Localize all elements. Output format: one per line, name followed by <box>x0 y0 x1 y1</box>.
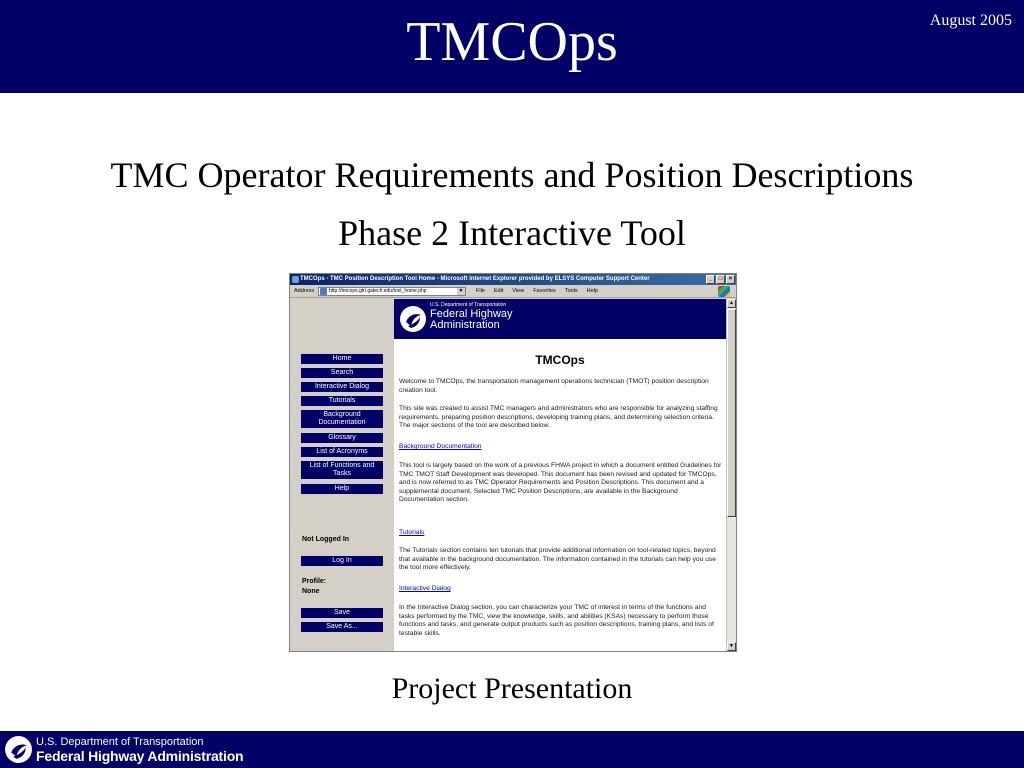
nav-list-of-acronyms[interactable]: List of Acronyms <box>301 447 383 457</box>
header-dept: U.S. Department of Transportation <box>430 302 507 308</box>
nav-background-documentation[interactable]: Background Documentation <box>301 410 383 428</box>
save-as-button[interactable]: Save As... <box>301 622 383 632</box>
link-interactive-dialog[interactable]: Interactive Dialog <box>399 585 451 592</box>
nav-search[interactable]: Search <box>301 368 383 378</box>
dot-logo-icon <box>399 305 427 333</box>
nav-list-of-functions[interactable]: List of Functions and Tasks <box>301 461 383 479</box>
left-nav <box>290 299 394 651</box>
menu-help[interactable]: Help <box>586 288 598 294</box>
intro-text: Welcome to TMCOps, the transportation management operations technician (TMOT) position description creation tool. <box>399 378 709 394</box>
slide-subtitle: TMC Operator Requirements and Position Descriptions <box>110 155 914 195</box>
slide-title: TMCOps <box>406 11 618 73</box>
save-button[interactable]: Save <box>301 608 383 618</box>
footer-agency: Federal Highway Administration <box>36 748 244 764</box>
minimize-button[interactable]: _ <box>706 275 715 284</box>
slide-caption: Project Presentation <box>391 672 633 705</box>
scroll-up-icon[interactable]: ▲ <box>727 299 736 308</box>
slide-header <box>0 0 1024 93</box>
menu-edit[interactable]: Edit <box>493 288 504 294</box>
header-agency-1: Federal Highway <box>430 308 513 320</box>
browser-screenshot <box>289 273 737 652</box>
menu-bar <box>476 285 598 298</box>
menu-favorites[interactable]: Favorites <box>533 288 556 294</box>
windows-flag-icon <box>718 286 730 297</box>
slide-date: August 2005 <box>929 12 1012 29</box>
link-tutorials[interactable]: Tutorials <box>399 529 425 536</box>
profile-label: Profile: <box>302 578 327 585</box>
header-agency-2: Administration <box>430 319 500 331</box>
menu-file[interactable]: File <box>476 288 485 294</box>
scroll-thumb[interactable] <box>727 309 736 517</box>
nav-home[interactable]: Home <box>301 354 383 364</box>
login-button[interactable]: Log In <box>301 556 383 566</box>
profile-value: None <box>302 588 320 595</box>
page-title: TMCOps <box>535 353 585 367</box>
dot-logo-icon <box>4 735 33 764</box>
window-title: TMCOps - TMC Position Description Tool Home - Microsoft Internet Explorer provided by ELSYS Computer Support Center <box>300 276 650 282</box>
login-status: Not Logged In <box>302 536 350 543</box>
window-buttons <box>706 275 735 284</box>
ie-icon <box>292 276 299 283</box>
slide-subtitle-2: Phase 2 Interactive Tool <box>338 213 686 253</box>
dialog-text: In the Interactive Dialog section, you can characterize your TMC of interest in terms of the functions and tasks performed by the TMC, view the knowledge, skills, and abilities (KSAs) necessary to perform those functions and tasks, and generate output products such as position descriptions, training plans, and lists of testable skills. <box>399 604 714 637</box>
vertical-scrollbar[interactable] <box>726 299 736 651</box>
address-bar[interactable] <box>318 287 466 296</box>
background-text: This tool is largely based on the work of a previous FHWA project in which a document entitled Guidelines for TMC TMOT Staff Development was developed. This document has been revised and updated for TMCOps, and is now referred to as TMC Operator Requirements and Position Descriptions. This document and a supplemental document, Selected TMC Position Descriptions, are available in the Background Documentation section. <box>399 462 722 504</box>
footer-dept: U.S. Department of Transportation <box>36 736 204 748</box>
maximize-button[interactable]: □ <box>716 275 725 284</box>
nav-glossary[interactable]: Glossary <box>301 433 383 443</box>
nav-tutorials[interactable]: Tutorials <box>301 396 383 406</box>
scroll-down-icon[interactable]: ▼ <box>727 642 736 651</box>
address-label: Address <box>294 288 315 294</box>
slide-footer <box>0 731 1024 768</box>
menu-view[interactable]: View <box>512 288 525 294</box>
nav-interactive-dialog[interactable]: Interactive Dialog <box>301 382 383 392</box>
purpose-text: This site was created to assist TMC managers and administrators who are responsible for analyzing staffing requirements, preparing position descriptions, developing training plans, and determining selection criteria. The major sections of the tool are described below. <box>399 405 718 430</box>
ie-page-icon <box>320 288 327 295</box>
fhwa-header <box>394 299 726 339</box>
address-url: http://tmcops.gtri.gatech.edu/tool_home.php <box>329 288 427 294</box>
main-content <box>394 339 726 651</box>
browser-titlebar <box>290 274 736 285</box>
browser-content <box>290 299 736 651</box>
browser-toolbar <box>290 285 736 298</box>
link-background-documentation[interactable]: Background Documentation <box>399 443 482 450</box>
close-button[interactable]: × <box>726 275 735 284</box>
tutorials-text: The Tutorials section contains ten tutorials that provide additional information on tool-related topics, beyond that available in the background documentation. The information contained in the tutorials can help you use the tool more effectively. <box>399 547 716 572</box>
menu-tools[interactable]: Tools <box>564 288 578 294</box>
nav-help[interactable]: Help <box>301 484 383 494</box>
address-dropdown-icon[interactable]: ▼ <box>458 288 464 294</box>
